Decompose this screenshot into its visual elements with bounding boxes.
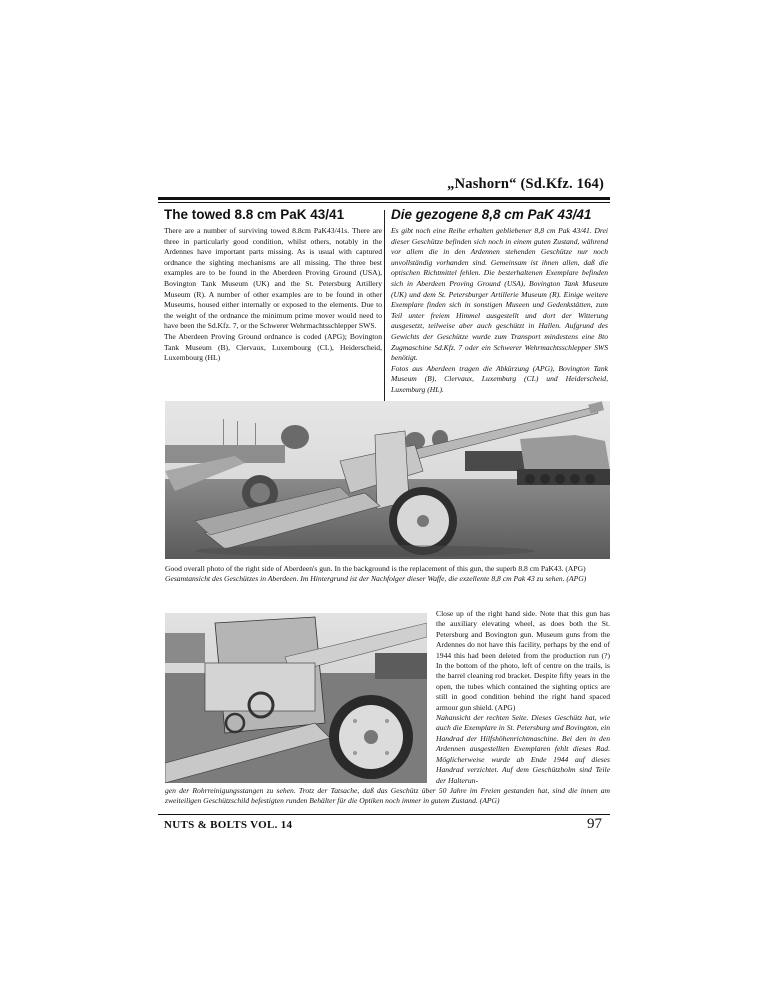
- german-paragraph-2: Fotos aus Aberdeen tragen die Abkürzung (APG), Bovington Tank Museum (B), Clervaux, Luxemburg (CL) und Heiderscheid, Luxemburg (HL).: [391, 363, 608, 394]
- gun-overall-photo-image: [165, 401, 610, 559]
- english-paragraph-1: There are a number of surviving towed 8.8cm PaK43/41s. There are three in particularly good condition, whilst others, notably in the Ardennes have important parts missing. As is usual with captured ordnance the sighting mechanisms are all missing. The three best examples are to be found in the Aberdeen Proving Ground (USA), Bovington Tank Museum (UK) and the St. Petersburg Artillery Museum (R). A number of other examples are to be found in other Museums, housed either internally or exposed to the elements. Due to the weight of the ordnance the minimum prime mover would need to have been the Sd.Kfz. 7, or the Schwerer Wehrmachtsschlepper SWS.: [164, 226, 382, 331]
- chapter-title: „Nashorn“ (Sd.Kfz. 164): [447, 176, 604, 192]
- caption-closeup-de: Nahansicht der rechten Seite. Dieses Geschütz hat, wie auch die Exemplare in St. Petersburg und Bovington, ein Handrad der Hilfshöhenrichtmaschine. Bei den in den Ardennen ausgestellten Exemplaren fehlt dieses Rad. Möglicherweise wurde ab Ende 1944 auf dieses Handrad verzichtet. Auf dem Geschützholm sind Teile der Halterun-: [436, 713, 610, 785]
- header-rule-thick: [158, 197, 610, 200]
- column-divider: [384, 210, 385, 420]
- gun-overall-photo: [165, 401, 610, 559]
- english-paragraph-2: The Aberdeen Proving Ground ordnance is coded (APG); Bovington Tank Museum (B), Clervaux, Luxembourg (CL), Heiderscheid, Luxembourg (HL): [164, 331, 382, 363]
- header-rule-thin: [158, 202, 610, 203]
- gun-closeup-photo: [165, 613, 427, 783]
- series-title: NUTS & BOLTS VOL. 14: [164, 819, 293, 831]
- page-header: [158, 168, 610, 202]
- german-column: [391, 207, 608, 396]
- caption-overall-photo: [165, 564, 610, 584]
- caption-closeup-de-continued: gen der Rohrreinigungsstangen zu sehen. Trotz der Tatsache, daß das Geschütz über 50 Jahre im Freien gestanden hat, sind die innen am zweiteiligen Geschützschild befestigten runden Behälter für die Optiken noch immer in gutem Zustand. (APG): [165, 786, 610, 806]
- caption-overall-en: Good overall photo of the right side of Aberdeen's gun. In the background is the replacement of this gun, the superb 8.8 cm PaK43. (APG): [165, 564, 586, 573]
- english-heading: The towed 8.8 cm PaK 43/41: [164, 207, 345, 222]
- page-number: 97: [587, 816, 602, 832]
- german-paragraph-1: Es gibt noch eine Reihe erhalten gebliebener 8,8 cm Pak 43/41. Drei dieser Geschütze befinden sich noch in einem guten Zustand, während vor allem die in den Ardennen stehenden Geschütze nur noch unvollständig vorhanden sind. Gemeinsam ist ihnen allen, daß die optischen Richtmittel fehlen. Die besterhaltenen Exemplare befinden sich in Aberdeen Proving Ground (USA), Bovington Tank Museum (UK) und dem St. Petersburger Artillerie Museum (R). Einige weitere Exemplare finden sich in sonstigen Museen und Gedenkstätten, zum Teil unter freiem Himmel ausgestellt und dort der Witterung ausgesetzt, teilweise aber auch geschützt in Hallen. Aufgrund des Gewichts der Geschütze wurde zum Transport mindestens eine 8to Zugmaschine Sd.Kfz. 7 oder ein Schwerer Wehrmachtsschlepper SWS benötigt.: [391, 226, 608, 363]
- english-column: [164, 207, 382, 364]
- german-heading: Die gezogene 8,8 cm PaK 43/41: [391, 207, 592, 222]
- magazine-page: [158, 163, 610, 843]
- footer-rule: [158, 814, 610, 815]
- caption-overall-de: Gesamtansicht des Geschützes in Aberdeen. Im Hintergrund ist der Nachfolger dieser Waffe, die exzellente 8,8 cm Pak 43 zu sehen. (APG): [165, 574, 587, 584]
- caption-closeup-photo: [436, 609, 610, 786]
- gun-closeup-photo-image: [165, 613, 427, 783]
- caption-closeup-en: Close up of the right hand side. Note that this gun has the auxiliary elevating wheel, as does both the St. Petersburg and Bovington gun. Museum guns from the Ardennes do not have this facility, perhaps by the end of 1944 this had been deleted from the production run (?) In the bottom of the photo, left of centre on the trails, is the barrel cleaning rod bracket. Despite fifty years in the open, the tubes which contained the sighting optics are still in good condition behind the right hand spaced armour gun shield. (APG): [436, 609, 610, 712]
